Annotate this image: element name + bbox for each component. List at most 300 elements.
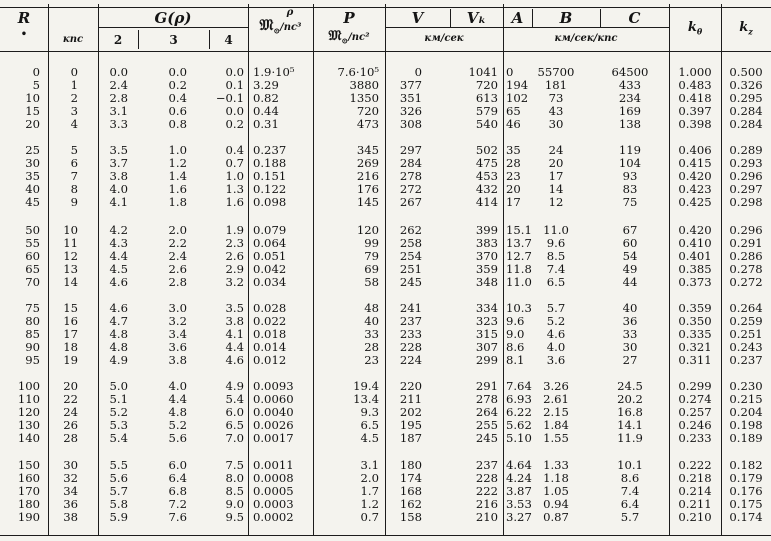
cell-g4: 6.0 bbox=[225, 405, 244, 420]
cell-g3: 4.4 bbox=[168, 392, 187, 407]
cell-g4: 1.9 bbox=[225, 223, 244, 237]
cell-g3: 2.2 bbox=[168, 236, 187, 251]
header-g4-label: 4 bbox=[224, 33, 233, 47]
cell-c: 16.8 bbox=[617, 405, 643, 420]
cell-c: 234 bbox=[618, 91, 642, 106]
cell-g4: 4.4 bbox=[225, 340, 244, 355]
cell-r-pc: 10 bbox=[25, 91, 40, 106]
cell-r-kpc: 19 bbox=[63, 353, 78, 368]
cell-a: 7.64 bbox=[506, 379, 532, 393]
cell-g2: 4.3 bbox=[109, 236, 128, 251]
cell-r-kpc: 15 bbox=[63, 301, 78, 315]
cell-vk: 613 bbox=[475, 91, 498, 106]
cell-k-theta: 0.425 bbox=[678, 195, 712, 210]
header-c-label: C bbox=[628, 9, 641, 27]
cell-vk: 237 bbox=[475, 458, 498, 472]
cell-g4: 2.9 bbox=[225, 262, 244, 277]
cell-g3: 3.4 bbox=[168, 327, 187, 342]
cell-k-z: 0.296 bbox=[729, 169, 763, 184]
cell-a: 8.1 bbox=[506, 353, 525, 368]
cell-r-pc: 50 bbox=[25, 223, 40, 237]
cell-g4: 9.0 bbox=[225, 497, 244, 512]
cell-k-z: 0.272 bbox=[729, 275, 763, 290]
cell-b: 4.0 bbox=[546, 340, 566, 355]
cell-vk: 334 bbox=[475, 301, 498, 315]
cell-vk: 1041 bbox=[468, 65, 498, 79]
cell-c: 10.1 bbox=[617, 458, 643, 472]
cell-r-pc: 160 bbox=[17, 471, 40, 486]
cell-g3: 4.8 bbox=[168, 405, 187, 420]
cell-r-pc: 150 bbox=[17, 458, 40, 472]
header-p bbox=[313, 9, 385, 27]
density-unit: /пс³ bbox=[280, 22, 302, 33]
cell-k-z: 0.259 bbox=[729, 314, 763, 329]
cell-c: 5.7 bbox=[620, 510, 640, 525]
cell-k-z: 0.289 bbox=[729, 143, 763, 157]
header-g2-label: 2 bbox=[113, 33, 123, 47]
cell-k-z: 0.296 bbox=[729, 223, 763, 237]
cell-g4: 9.5 bbox=[225, 510, 244, 525]
cell-r-kpc: 24 bbox=[63, 405, 78, 420]
cell-r-kpc: 28 bbox=[63, 431, 78, 446]
cell-k-z: 0.291 bbox=[729, 236, 763, 251]
cell-k-z: 0.264 bbox=[729, 301, 763, 315]
header-abc-unit bbox=[503, 33, 669, 44]
cell-g3: 1.0 bbox=[168, 143, 187, 157]
cell-r-kpc: 3 bbox=[70, 104, 78, 119]
cell-g2: 5.6 bbox=[109, 471, 128, 486]
cell-k-z: 0.293 bbox=[729, 156, 763, 171]
cell-r-pc: 20 bbox=[25, 117, 40, 132]
cell-r-kpc: 6 bbox=[70, 156, 78, 171]
cell-density: 0.022 bbox=[253, 314, 287, 329]
cell-vk: 264 bbox=[475, 405, 498, 420]
cell-g3: 6.0 bbox=[168, 458, 187, 472]
cell-surface-density: 40 bbox=[364, 314, 379, 329]
cell-k-z: 0.284 bbox=[729, 104, 763, 119]
header-g3-label: 3 bbox=[169, 33, 178, 47]
cell-density: 0.014 bbox=[253, 340, 287, 355]
cell-g4: 0.1 bbox=[225, 78, 244, 93]
cell-c: 54 bbox=[622, 249, 638, 264]
header-b-label: B bbox=[559, 9, 573, 27]
cell-density: 0.0040 bbox=[253, 405, 294, 420]
cell-surface-density: 58 bbox=[364, 275, 379, 290]
cell-b: 1.84 bbox=[543, 418, 569, 433]
cell-v: 308 bbox=[399, 117, 422, 132]
cell-g2: 4.4 bbox=[109, 249, 128, 264]
cell-surface-density: 145 bbox=[356, 195, 379, 210]
cell-g2: 4.8 bbox=[109, 340, 128, 355]
cell-r-kpc: 8 bbox=[70, 182, 78, 197]
cell-k-z: 0.237 bbox=[729, 353, 763, 368]
cell-surface-density: 23 bbox=[364, 353, 379, 368]
cell-a: 3.87 bbox=[506, 484, 532, 499]
cell-surface-density: 176 bbox=[356, 182, 379, 197]
cell-g3: 4.0 bbox=[168, 379, 187, 393]
cell-g2: 4.5 bbox=[109, 262, 128, 277]
cell-vk: 359 bbox=[475, 262, 498, 277]
cell-k-theta: 0.214 bbox=[678, 484, 712, 499]
cell-v: 187 bbox=[399, 431, 422, 446]
cell-vk: 399 bbox=[475, 223, 498, 237]
cell-density: 0.122 bbox=[253, 182, 287, 197]
cell-b: 0.94 bbox=[543, 497, 569, 512]
cell-k-z: 0.215 bbox=[729, 392, 763, 407]
cell-b: 24 bbox=[548, 143, 564, 157]
cell-v: 284 bbox=[399, 156, 422, 171]
cell-g2: 5.7 bbox=[109, 484, 128, 499]
cell-density: 0.0005 bbox=[253, 484, 294, 499]
cell-b: 73 bbox=[548, 91, 564, 106]
cell-a: 13.7 bbox=[506, 236, 532, 251]
cell-vk: 348 bbox=[475, 275, 498, 290]
cell-r-kpc: 20 bbox=[63, 379, 78, 393]
cell-k-z: 0.230 bbox=[729, 379, 763, 393]
cell-r-pc: 75 bbox=[25, 301, 40, 315]
cell-a: 8.6 bbox=[506, 340, 525, 355]
cell-g4: 3.8 bbox=[225, 314, 244, 329]
g-subheader-rule bbox=[98, 27, 248, 28]
k-z-label: k bbox=[739, 20, 749, 35]
cell-v: 297 bbox=[399, 143, 422, 157]
cell-a: 10.3 bbox=[506, 301, 532, 315]
cell-surface-density: 3880 bbox=[349, 78, 379, 93]
cell-g2: 5.1 bbox=[109, 392, 128, 407]
header-v-unit bbox=[385, 33, 503, 44]
cell-k-z: 0.182 bbox=[729, 458, 763, 472]
cell-c: 11.9 bbox=[617, 431, 643, 446]
cell-c: 24.5 bbox=[617, 379, 643, 393]
cell-a: 9.0 bbox=[506, 327, 525, 342]
cell-surface-density: 0.7 bbox=[360, 510, 379, 525]
cell-g3: 2.6 bbox=[168, 262, 187, 277]
cell-g4: −0.1 bbox=[215, 91, 244, 106]
cell-v: 211 bbox=[399, 392, 422, 407]
cell-r-kpc: 38 bbox=[63, 510, 78, 525]
cell-g4: 7.5 bbox=[225, 458, 244, 472]
cell-surface-density: 19.4 bbox=[353, 379, 379, 393]
cell-g4: 1.3 bbox=[225, 182, 244, 197]
cell-b: 181 bbox=[544, 78, 568, 93]
cell-surface-density: 1.7 bbox=[360, 484, 379, 499]
cell-b: 4.6 bbox=[546, 327, 566, 342]
cell-k-z: 0.198 bbox=[729, 418, 763, 433]
cell-k-z: 0.176 bbox=[729, 484, 763, 499]
cell-v: 237 bbox=[399, 314, 422, 329]
cell-r-pc: 110 bbox=[17, 392, 40, 407]
cell-r-pc: 95 bbox=[25, 353, 40, 368]
cell-b: 7.4 bbox=[546, 262, 566, 277]
cell-density: 0.079 bbox=[253, 223, 287, 237]
cell-g3: 0.8 bbox=[168, 117, 187, 132]
p-sub: ⊙ bbox=[341, 35, 349, 46]
cell-surface-density: 345 bbox=[356, 143, 379, 157]
cell-g3: 2.0 bbox=[168, 223, 187, 237]
cell-c: 433 bbox=[618, 78, 642, 93]
cell-r-kpc: 30 bbox=[63, 458, 78, 472]
cell-g2: 2.4 bbox=[109, 78, 128, 93]
cell-b: 55700 bbox=[537, 65, 575, 79]
cell-vk: 383 bbox=[475, 236, 498, 251]
cell-density: 0.098 bbox=[253, 195, 287, 210]
cell-b: 43 bbox=[548, 104, 564, 119]
cell-g3: 5.6 bbox=[168, 431, 187, 446]
cell-r-kpc: 14 bbox=[63, 275, 78, 290]
header-r-sub bbox=[0, 29, 48, 40]
cell-surface-density: 720 bbox=[356, 104, 379, 119]
cell-r-pc: 170 bbox=[17, 484, 40, 499]
cell-g3: 7.6 bbox=[168, 510, 187, 525]
cell-g4: 0.0 bbox=[225, 65, 244, 79]
cell-r-kpc: 36 bbox=[63, 497, 78, 512]
cell-v: 180 bbox=[399, 458, 422, 472]
header-k-z bbox=[721, 20, 771, 37]
cell-a: 6.22 bbox=[506, 405, 532, 420]
header-v-label: V bbox=[411, 9, 424, 27]
cell-r-kpc: 18 bbox=[63, 340, 78, 355]
cell-r-kpc: 17 bbox=[63, 327, 78, 342]
header-b bbox=[532, 9, 600, 27]
cell-c: 14.1 bbox=[617, 418, 643, 433]
header-g3 bbox=[138, 33, 209, 47]
cell-g2: 3.3 bbox=[109, 117, 128, 132]
cell-surface-density: 2.0 bbox=[360, 471, 379, 486]
cell-g4: 2.3 bbox=[225, 236, 244, 251]
cell-k-theta: 0.398 bbox=[678, 117, 712, 132]
cell-a: 3.53 bbox=[506, 497, 532, 512]
cell-r-pc: 55 bbox=[25, 236, 40, 251]
cell-v: 224 bbox=[399, 353, 422, 368]
cell-r-pc: 130 bbox=[17, 418, 40, 433]
cell-g2: 5.0 bbox=[109, 379, 128, 393]
cell-k-z: 0.204 bbox=[729, 405, 763, 420]
cell-g3: 1.6 bbox=[168, 182, 187, 197]
cell-k-theta: 0.246 bbox=[678, 418, 712, 433]
cell-g2: 5.5 bbox=[109, 458, 128, 472]
cell-r-kpc: 0 bbox=[70, 65, 78, 79]
cell-k-z: 0.297 bbox=[729, 182, 763, 197]
cell-k-z: 0.251 bbox=[729, 327, 763, 342]
cell-b: 5.7 bbox=[546, 301, 566, 315]
cell-r-pc: 35 bbox=[25, 169, 40, 184]
cell-a: 28 bbox=[506, 156, 521, 171]
cell-k-z: 0.298 bbox=[729, 195, 763, 210]
cell-k-theta: 0.406 bbox=[678, 143, 712, 157]
cell-vk: 579 bbox=[475, 104, 498, 119]
cell-k-z: 0.174 bbox=[729, 510, 763, 525]
cell-a: 0 bbox=[506, 65, 514, 79]
cell-k-theta: 0.373 bbox=[678, 275, 712, 290]
cell-r-kpc: 16 bbox=[63, 314, 78, 329]
cell-g4: 3.5 bbox=[225, 301, 244, 315]
cell-a: 17 bbox=[506, 195, 521, 210]
cell-density: 0.0026 bbox=[253, 418, 294, 433]
cell-g4: 4.9 bbox=[225, 379, 244, 393]
cell-g3: 6.4 bbox=[168, 471, 187, 486]
cell-density: 0.0003 bbox=[253, 497, 294, 512]
cell-v: 195 bbox=[399, 418, 422, 433]
cell-c: 44 bbox=[622, 275, 638, 290]
cell-g4: 4.1 bbox=[225, 327, 244, 342]
header-g2 bbox=[98, 33, 138, 47]
header-p-unit bbox=[313, 28, 385, 45]
cell-b: 3.26 bbox=[543, 379, 569, 393]
cell-surface-density: 120 bbox=[356, 223, 379, 237]
header-g bbox=[98, 9, 248, 27]
cell-surface-density: 1350 bbox=[349, 91, 379, 106]
cell-g3: 6.8 bbox=[168, 484, 187, 499]
cell-density: 0.0008 bbox=[253, 471, 294, 486]
cell-g2: 0.0 bbox=[109, 65, 128, 79]
cell-density: 0.0093 bbox=[253, 379, 294, 393]
cell-r-kpc: 22 bbox=[63, 392, 78, 407]
cell-surface-density: 69 bbox=[364, 262, 379, 277]
cell-c: 49 bbox=[622, 262, 638, 277]
cell-k-z: 0.295 bbox=[729, 91, 763, 106]
cell-v: 258 bbox=[399, 236, 422, 251]
cell-vk: 299 bbox=[475, 353, 498, 368]
cell-b: 1.05 bbox=[543, 484, 569, 499]
cell-a: 20 bbox=[506, 182, 521, 197]
cell-b: 9.6 bbox=[546, 236, 566, 251]
cell-g3: 3.8 bbox=[168, 353, 187, 368]
cell-vk: 245 bbox=[475, 431, 498, 446]
cell-a: 65 bbox=[506, 104, 521, 119]
cell-v: 168 bbox=[399, 484, 422, 499]
cell-v: 220 bbox=[399, 379, 422, 393]
cell-b: 8.5 bbox=[546, 249, 566, 264]
cell-density: 0.151 bbox=[253, 169, 287, 184]
cell-r-pc: 70 bbox=[25, 275, 40, 290]
cell-b: 30 bbox=[548, 117, 564, 132]
cell-c: 30 bbox=[622, 340, 638, 355]
cell-k-theta: 0.385 bbox=[678, 262, 712, 277]
cell-vk: 278 bbox=[475, 392, 498, 407]
header-r-label: R bbox=[17, 9, 31, 27]
cell-c: 6.4 bbox=[620, 497, 640, 512]
cell-k-z: 0.286 bbox=[729, 249, 763, 264]
cell-density: 0.44 bbox=[253, 104, 279, 119]
cell-c: 36 bbox=[622, 314, 638, 329]
cell-surface-density: 473 bbox=[356, 117, 379, 132]
header-p-label: P bbox=[343, 9, 355, 27]
header-kpc bbox=[48, 34, 98, 45]
cell-k-theta: 0.211 bbox=[678, 497, 712, 512]
cell-c: 8.6 bbox=[620, 471, 640, 486]
cell-surface-density: 99 bbox=[364, 236, 379, 251]
cell-g2: 4.6 bbox=[109, 301, 128, 315]
cell-a: 4.64 bbox=[506, 458, 532, 472]
cell-g2: 2.8 bbox=[109, 91, 128, 106]
cell-g4: 0.4 bbox=[225, 143, 244, 157]
cell-vk: 414 bbox=[475, 195, 498, 210]
cell-g2: 5.8 bbox=[109, 497, 128, 512]
cell-r-kpc: 9 bbox=[70, 195, 78, 210]
cell-vk: 432 bbox=[475, 182, 498, 197]
cell-surface-density: 4.5 bbox=[360, 431, 379, 446]
cell-k-theta: 0.420 bbox=[678, 223, 712, 237]
cell-density: 1.9·10⁵ bbox=[253, 65, 295, 79]
cell-v: 377 bbox=[399, 78, 422, 93]
cell-a: 4.24 bbox=[506, 471, 532, 486]
header-c bbox=[600, 9, 669, 27]
cell-a: 3.27 bbox=[506, 510, 532, 525]
cell-vk: 475 bbox=[475, 156, 498, 171]
cell-vk: 370 bbox=[475, 249, 498, 264]
cell-r-pc: 85 bbox=[25, 327, 40, 342]
cell-c: 7.4 bbox=[620, 484, 640, 499]
cell-r-kpc: 34 bbox=[63, 484, 78, 499]
cell-k-theta: 1.000 bbox=[678, 65, 712, 79]
cell-a: 46 bbox=[506, 117, 521, 132]
cell-g3: 0.0 bbox=[168, 65, 187, 79]
cell-surface-density: 6.5 bbox=[360, 418, 379, 433]
cell-k-theta: 0.274 bbox=[678, 392, 712, 407]
p-unit: /пс² bbox=[348, 32, 370, 43]
cell-v: 174 bbox=[399, 471, 422, 486]
cell-g2: 5.3 bbox=[109, 418, 128, 433]
cell-r-pc: 60 bbox=[25, 249, 40, 264]
cell-b: 0.87 bbox=[543, 510, 569, 525]
cell-v: 262 bbox=[399, 223, 422, 237]
cell-b: 17 bbox=[548, 169, 564, 184]
cell-c: 75 bbox=[622, 195, 638, 210]
cell-surface-density: 9.3 bbox=[360, 405, 379, 420]
cell-density: 0.0017 bbox=[253, 431, 294, 446]
cell-c: 67 bbox=[622, 223, 638, 237]
cell-surface-density: 216 bbox=[356, 169, 379, 184]
header-r-sub-label: • bbox=[20, 29, 28, 40]
cell-c: 40 bbox=[622, 301, 638, 315]
cell-a: 23 bbox=[506, 169, 521, 184]
cell-r-kpc: 26 bbox=[63, 418, 78, 433]
col-rule bbox=[313, 4, 314, 536]
cell-density: 0.31 bbox=[253, 117, 279, 132]
cell-c: 20.2 bbox=[617, 392, 643, 407]
cell-v: 251 bbox=[399, 262, 422, 277]
cell-surface-density: 28 bbox=[364, 340, 379, 355]
cell-g4: 0.7 bbox=[225, 156, 244, 171]
cell-g2: 3.7 bbox=[109, 156, 128, 171]
cell-r-pc: 30 bbox=[25, 156, 40, 171]
header-density bbox=[248, 16, 313, 35]
cell-k-z: 0.175 bbox=[729, 497, 763, 512]
cell-a: 194 bbox=[506, 78, 529, 93]
cell-g3: 3.2 bbox=[168, 314, 187, 329]
cell-r-pc: 120 bbox=[17, 405, 40, 420]
cell-k-theta: 0.299 bbox=[678, 379, 712, 393]
cell-density: 0.064 bbox=[253, 236, 287, 251]
cell-k-z: 0.500 bbox=[729, 65, 763, 79]
cell-g2: 4.9 bbox=[109, 353, 128, 368]
cell-g4: 2.6 bbox=[225, 249, 244, 264]
cell-g4: 1.0 bbox=[225, 169, 244, 184]
cell-g3: 2.8 bbox=[168, 275, 187, 290]
cell-c: 119 bbox=[618, 143, 642, 157]
cell-g2: 4.0 bbox=[109, 182, 128, 197]
cell-g4: 6.5 bbox=[225, 418, 244, 433]
cell-k-theta: 0.483 bbox=[678, 78, 712, 93]
cell-g2: 3.1 bbox=[109, 104, 128, 119]
cell-a: 6.93 bbox=[506, 392, 532, 407]
cell-g3: 1.4 bbox=[168, 169, 187, 184]
cell-c: 93 bbox=[622, 169, 638, 184]
header-k-theta bbox=[669, 20, 721, 37]
cell-density: 0.042 bbox=[253, 262, 287, 277]
cell-k-z: 0.189 bbox=[729, 431, 763, 446]
cell-v: 158 bbox=[399, 510, 422, 525]
